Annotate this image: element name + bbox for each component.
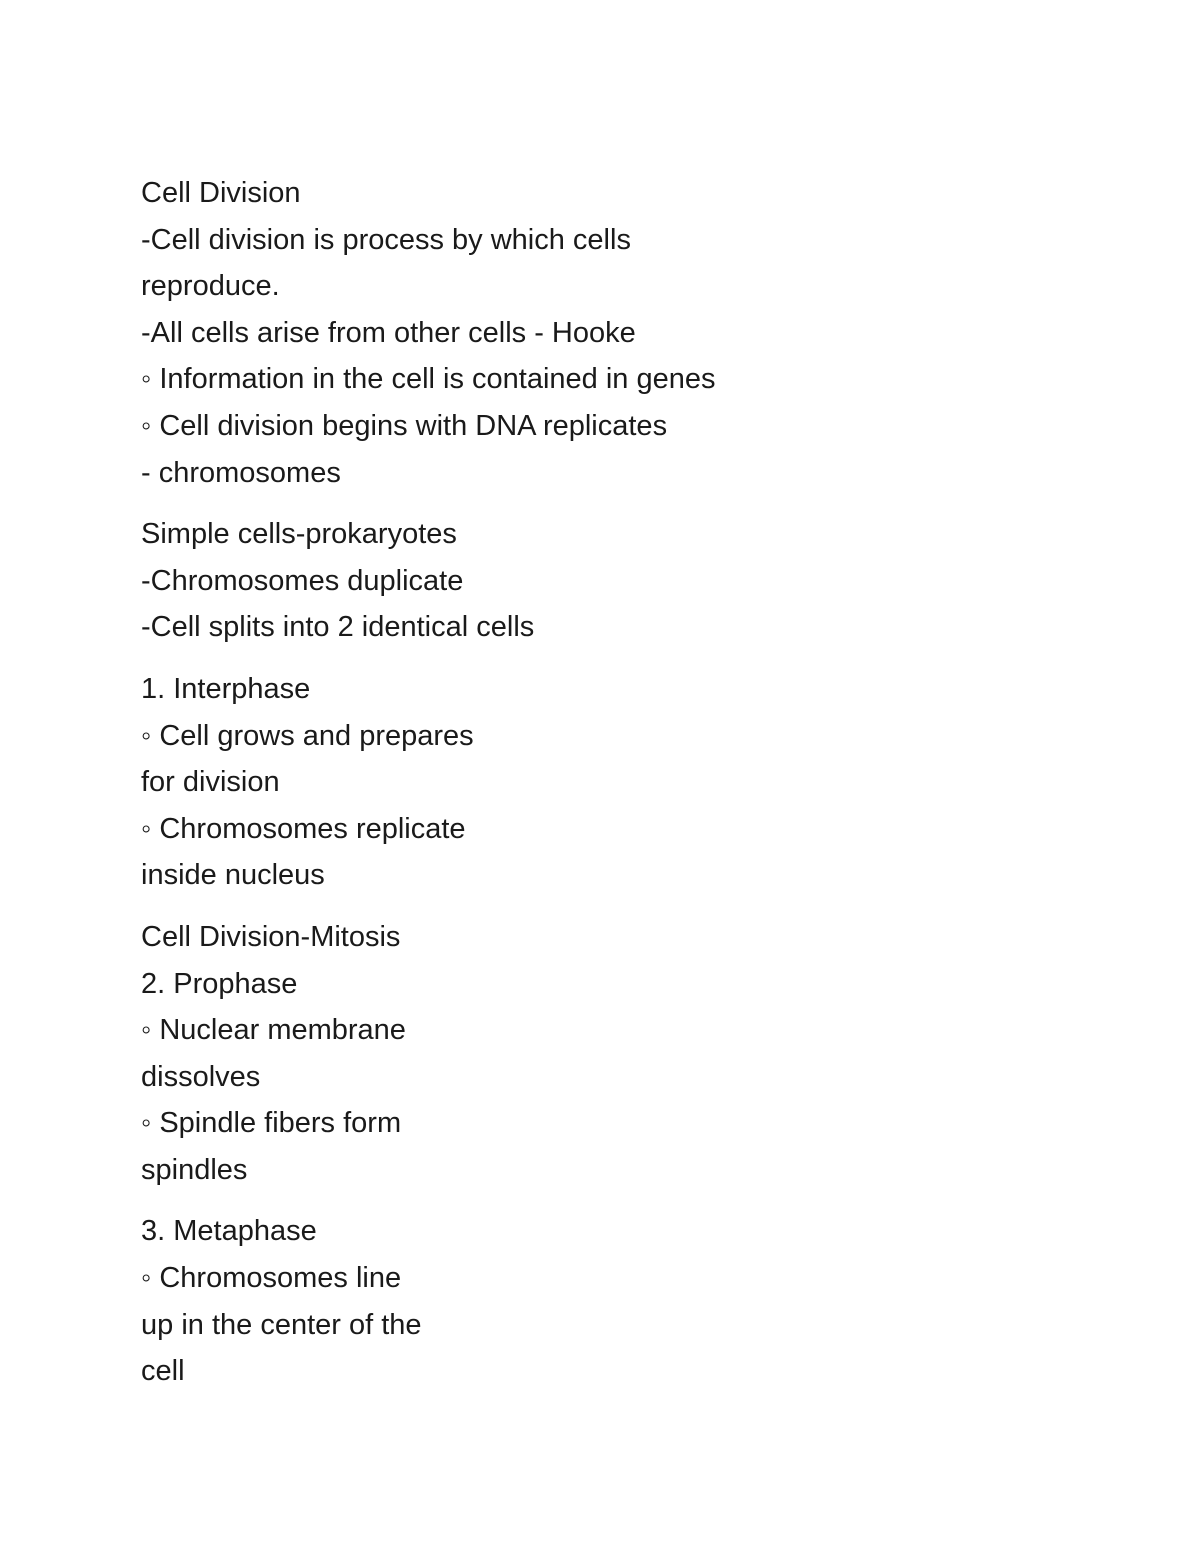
paragraph-prophase bbox=[141, 914, 1041, 1194]
paragraph-metaphase bbox=[141, 1208, 1041, 1394]
text-line: for division bbox=[141, 766, 280, 799]
paragraph-interphase bbox=[141, 666, 1041, 899]
text-line: dissolves bbox=[141, 1060, 261, 1093]
text-line: -Cell splits into 2 identical cells bbox=[141, 611, 535, 644]
text-line: reproduce. bbox=[141, 270, 280, 303]
document-body bbox=[141, 170, 1041, 1410]
paragraph-cell-division-intro bbox=[141, 170, 1041, 496]
heading-metaphase: 3. Metaphase bbox=[141, 1215, 317, 1248]
heading-interphase: 1. Interphase bbox=[141, 672, 311, 705]
heading-mitosis: Cell Division-Mitosis bbox=[141, 920, 401, 953]
text-line: -Cell division is process by which cells bbox=[141, 223, 631, 256]
text-line: cell bbox=[141, 1355, 185, 1388]
bullet-line: ◦ Chromosomes line bbox=[141, 1262, 402, 1295]
text-line: up in the center of the bbox=[141, 1308, 422, 1341]
text-line: - chromosomes bbox=[141, 456, 341, 489]
text-line: -Chromosomes duplicate bbox=[141, 564, 464, 597]
text-line: inside nucleus bbox=[141, 859, 325, 892]
bullet-line: ◦ Chromosomes replicate bbox=[141, 812, 466, 845]
heading-cell-division: Cell Division bbox=[141, 177, 301, 209]
bullet-line: ◦ Spindle fibers form bbox=[141, 1107, 402, 1140]
text-line: -All cells arise from other cells - Hooke bbox=[141, 316, 636, 349]
heading-simple-cells: Simple cells-prokaryotes bbox=[141, 518, 457, 551]
bullet-line: ◦ Nuclear membrane bbox=[141, 1014, 406, 1047]
bullet-line: ◦ Cell grows and prepares bbox=[141, 719, 474, 752]
heading-prophase: 2. Prophase bbox=[141, 967, 298, 1000]
paragraph-prokaryotes bbox=[141, 511, 1041, 651]
bullet-line: ◦ Information in the cell is contained in genes bbox=[141, 363, 716, 396]
text-line: spindles bbox=[141, 1153, 248, 1186]
bullet-line: ◦ Cell division begins with DNA replicates bbox=[141, 409, 668, 442]
